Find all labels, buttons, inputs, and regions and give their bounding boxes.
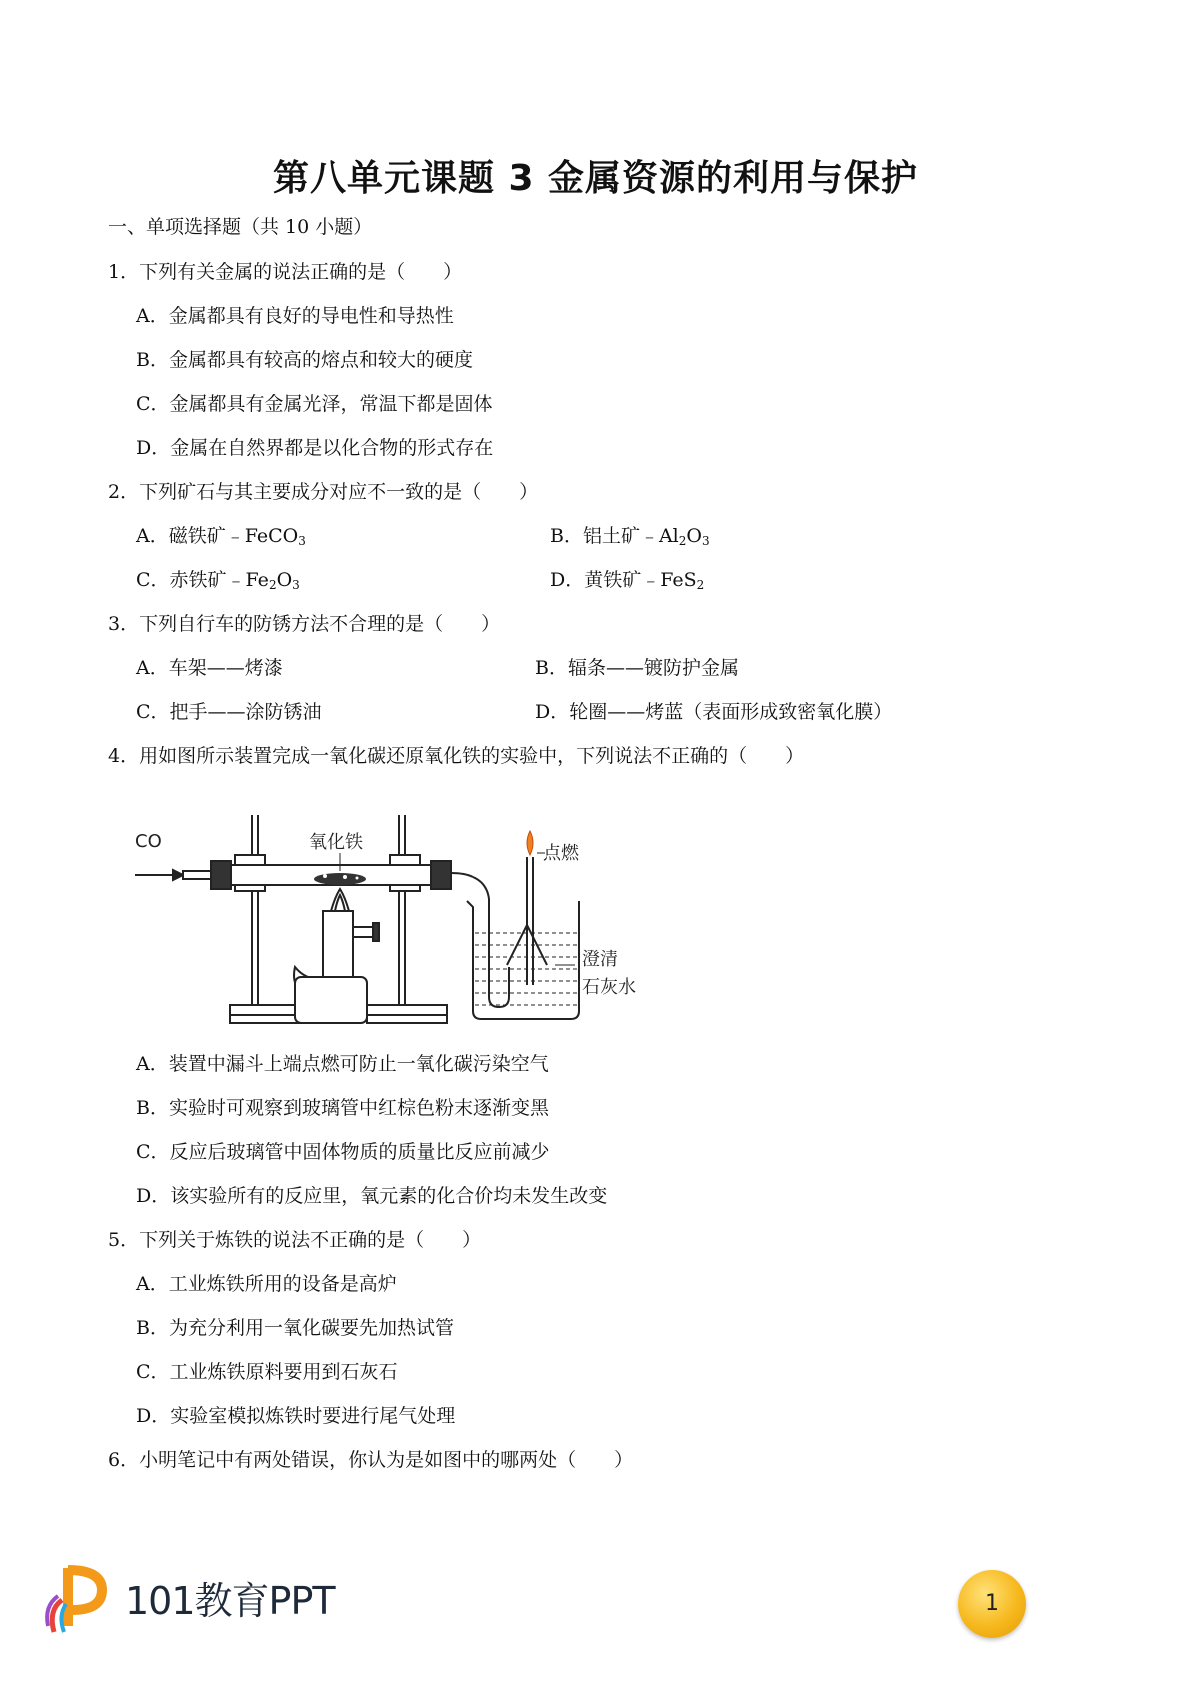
question-2-option-b: B．铝土矿$﹣Al_2O_3$ [550, 525, 710, 548]
question-5-option-c: C．工业炼铁原料要用到石灰石 [136, 1361, 398, 1383]
brand-logo [40, 1560, 340, 1640]
delivery-tube [473, 857, 547, 1007]
co-reduction-apparatus-diagram [135, 815, 695, 1035]
question-3-option-c: C．把手——涂防锈油 [136, 701, 322, 723]
question-1-option-d: D．金属在自然界都是以化合物的形式存在 [136, 437, 494, 459]
ignite-label: 点燃 [543, 843, 579, 864]
question-2-option-a: A．磁铁矿﹣FeCO$_3$ [136, 525, 306, 548]
question-4-option-a: A．装置中漏斗上端点燃可防止一氧化碳污染空气 [136, 1053, 549, 1075]
question-1-option-a: A．金属都具有良好的导电性和导热性 [136, 305, 454, 327]
question-6-stem: 6．小明笔记中有两处错误，你认为是如图中的哪两处（ ） [108, 1449, 634, 1471]
question-2-option-c: C．赤铁矿$﹣Fe_2O_3$ [136, 569, 300, 592]
beaker [467, 901, 579, 1019]
page-number-badge: 1 [958, 1570, 1026, 1638]
iron-oxide-powder [314, 873, 366, 885]
alcohol-burner [294, 889, 379, 1023]
question-3-stem: 3．下列自行车的防锈方法不合理的是（ ） [108, 613, 501, 635]
question-5-option-b: B．为充分利用一氧化碳要先加热试管 [136, 1317, 454, 1339]
question-5-option-d: D．实验室模拟炼铁时要进行尾气处理 [136, 1405, 456, 1427]
logo-icon [40, 1560, 120, 1640]
question-2-stem: 2．下列矿石与其主要成分对应不一致的是（ ） [108, 481, 539, 503]
document-title: 第八单元课题 3 金属资源的利用与保护 [272, 158, 919, 199]
question-2-option-d: D．黄铁矿﹣FeS$_2$ [550, 569, 705, 592]
right-iron-stand [367, 815, 447, 1023]
limewater-label-1: 澄清 [582, 949, 618, 970]
section-heading: 一、单项选择题（共 10 小题） [108, 216, 373, 238]
question-3-option-d: D．轮圈——烤蓝（表面形成致密氧化膜） [535, 701, 893, 723]
question-1-option-b: B．金属都具有较高的熔点和较大的硬度 [136, 349, 473, 371]
co-inlet-arrow [135, 870, 183, 880]
question-3-option-b: B．辐条——镀防护金属 [535, 657, 739, 679]
question-4-option-d: D．该实验所有的反应里，氧元素的化合价均未发生改变 [136, 1185, 608, 1207]
question-4-option-c: C．反应后玻璃管中固体物质的质量比反应前减少 [136, 1141, 550, 1163]
limewater-label-2: 石灰水 [582, 977, 636, 998]
flame-icon [527, 831, 533, 855]
co-label: CO [135, 831, 162, 852]
question-5-option-a: A．工业炼铁所用的设备是高炉 [136, 1273, 397, 1295]
question-1-option-c: C．金属都具有金属光泽，常温下都是固体 [136, 393, 493, 415]
logo-text: 101教育PPT [125, 1579, 335, 1623]
iron-oxide-label: 氧化铁 [309, 832, 363, 853]
question-4-option-b: B．实验时可观察到玻璃管中红棕色粉末逐渐变黑 [136, 1097, 549, 1119]
question-1-stem: 1．下列有关金属的说法正确的是（ ） [108, 261, 463, 283]
question-4-stem: 4．用如图所示装置完成一氧化碳还原氧化铁的实验中，下列说法不正确的（ ） [108, 745, 805, 767]
question-5-stem: 5．下列关于炼铁的说法不正确的是（ ） [108, 1229, 482, 1251]
question-3-option-a: A．车架——烤漆 [136, 657, 283, 679]
